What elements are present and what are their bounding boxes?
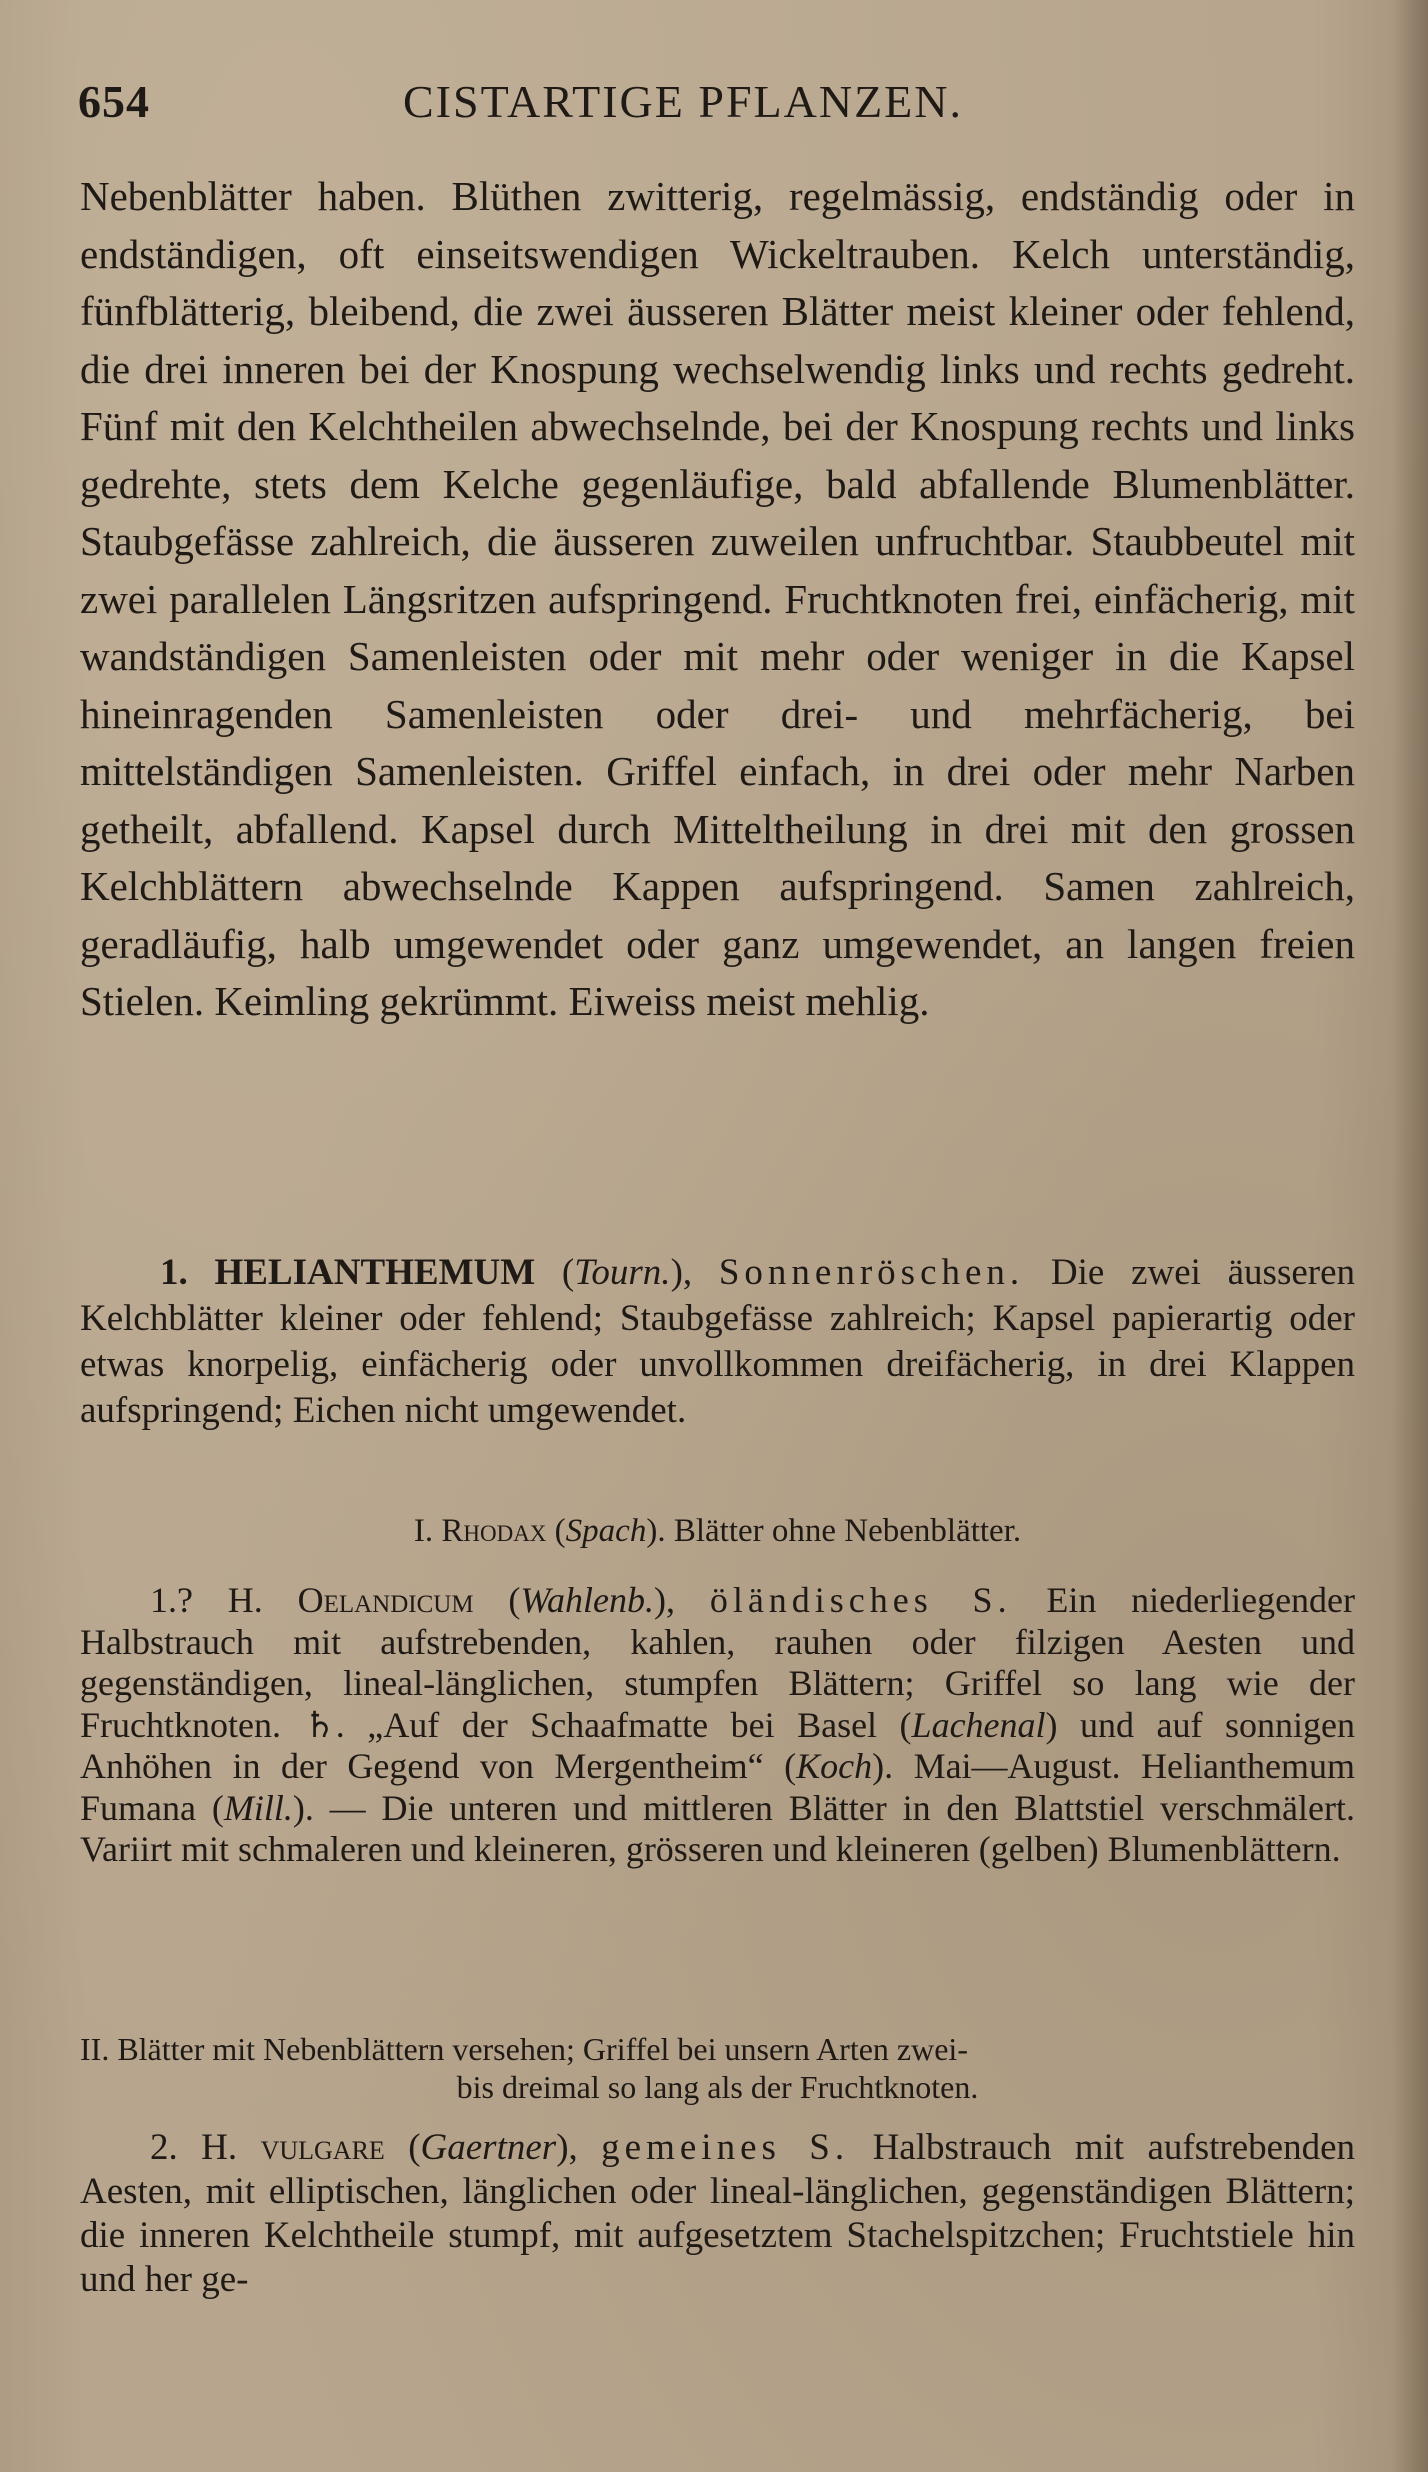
genus-entry: 1. HELIANTHEMUM (Tourn.), Sonnenröschen. Die zwei äusseren Kelchblätter kleiner oder fehlend; Staubgefässe zahlreich; Kapsel papierartig oder etwas knorpelig, einfächerig oder unvollkommen dreifächerig, in drei Klappen aufspringend; Eichen nicht umgewendet. <box>80 1252 1356 1431</box>
page-header <box>78 75 1358 135</box>
species-text: Halbstrauch mit aufstrebenden Aesten, mit elliptischen, länglichen oder lineal-länglichen, gegenständigen Blättern; die inneren Kelchtheile stumpf, mit aufgesetztem Stachelspitzchen; Fruchtstiele hin und her ge- <box>80 2127 1356 2300</box>
species-entry-vulgare: 2. H. vulgare (Gaertner), gemeines S. Halbstrauch mit aufstrebenden Aesten, mit elliptischen, länglichen oder lineal-länglichen, gegenständigen Blättern; die inneren Kelchtheile stumpf, mit aufgesetztem Stachelspitzchen; Fruchtstiele hin und her ge- <box>80 2127 1356 2300</box>
running-title: CISTARTIGE PFLANZEN. <box>403 76 963 127</box>
species-text-a: Ein niederliegender Halbstrauch mit aufstrebenden, kahlen, rauhen oder filzigen Aesten und gegenständigen, lineal-länglichen, stumpfen Blättern; Griffel so lang wie der Fruchtknoten. ♄. „Auf der Schaafmatte bei Basel ( <box>80 1580 1356 1745</box>
species-genus-abbr: H. <box>201 2127 238 2168</box>
section-numeral: II. <box>80 2031 110 2067</box>
genus-common-name: Sonnenröschen. <box>718 1252 1025 1293</box>
species-entry-oelandicum: 1.? H. Oelandicum (Wahlenb.), öländisches S. Ein niederliegender Halbstrauch mit aufstrebenden, kahlen, rauhen oder filzigen Aesten und gegenständigen, lineal-länglichen, stumpfen Blättern; Griffel so lang wie der Fruchtknoten. ♄. „Auf der Schaafmatte bei Basel (Lachenal) und auf sonnigen Anhöhen in der Gegend von Mergentheim“ (Koch). Mai—August. Helianthemum Fumana (Mill.). — Die unteren und mittleren Blätter in den Blattstiel verschmälert. Variirt mit schmaleren und kleineren, grösseren und kleineren (gelben) Blumenblättern. <box>80 1580 1356 1869</box>
page-edge-shadow <box>1392 0 1428 2472</box>
species-authority: Wahlenb. <box>520 1580 655 1620</box>
citation-koch: Koch <box>796 1746 873 1786</box>
species-name: Oelandicum <box>297 1580 474 1620</box>
species-name: vulgare <box>260 2127 385 2168</box>
species-text-d: ). — Die unteren und mittleren Blätter in den Blattstiel verschmälert. Variirt mit schmaleren und kleineren, grösseren und kleineren (gelben) Blumenblättern. <box>80 1787 1356 1869</box>
species-text-c: ). Mai—August. Helianthemum Fumana ( <box>80 1746 1356 1828</box>
species-number: 1.? <box>150 1580 193 1620</box>
species-genus-abbr: H. <box>227 1580 263 1620</box>
section-line-2: bis dreimal so lang als der Fruchtknoten. <box>456 2069 979 2105</box>
section-description: Blätter ohne Nebenblätter. <box>673 1513 1022 1549</box>
section-name: Rhodax <box>441 1513 547 1549</box>
species-authority: Gaertner <box>420 2127 557 2168</box>
family-description: Nebenblätter haben. Blüthen zwitterig, regelmässig, endständig oder in endständigen, oft einseitswendigen Wickeltrauben. Kelch unterständig, fünfblätterig, bleibend, die zwei äusseren Blätter meist kleiner oder fehlend, die drei inneren bei der Knospung wechselwendig links und rechts gedreht. Fünf mit den Kelchtheilen abwechselnde, bei der Knospung rechts und links gedrehte, stets dem Kelche gegenläufige, bald abfallende Blumenblätter. Staubgefässe zahlreich, die äusseren zuweilen unfruchtbar. Staubbeutel mit zwei parallelen Längsritzen aufspringend. Fruchtknoten frei, einfächerig, mit wandständigen Samenleisten oder mit mehr oder weniger in die Kapsel hineinragenden Samenleisten oder drei- und mehrfächerig, bei mittelständigen Samenleisten. Griffel einfach, in drei oder mehr Narben getheilt, abfallend. Kapsel durch Mitteltheilung in drei mit den grossen Kelchblättern abwechselnde Kappen aufspringend. Samen zahlreich, geradläufig, halb umgewendet oder ganz umgewendet, an langen freien Stielen. Keimling gekrümmt. Eiweiss meist mehlig. <box>80 173 1355 1024</box>
genus-description: Die zwei äusseren Kelchblätter kleiner oder fehlend; Staubgefässe zahlreich; Kapsel papierartig oder etwas knorpelig, einfächerig oder unvollkommen dreifächerig, in drei Klappen aufspringend; Eichen nicht umgewendet. <box>80 1252 1356 1431</box>
citation-mill: Mill. <box>223 1787 293 1828</box>
section-numeral: I. <box>413 1513 434 1549</box>
section-line-1: Blätter mit Nebenblättern versehen; Griffel bei unsern Arten zwei- <box>117 2031 968 2067</box>
species-number: 2. <box>150 2127 178 2168</box>
species-text-b: ) und auf sonnigen Anhöhen in der Gegend von Mergentheim“ ( <box>80 1704 1355 1786</box>
page-number: 654 <box>78 76 150 127</box>
section-heading-rhodax: I. Rhodax (Spach). Blätter ohne Nebenblätter. <box>413 1513 1022 1549</box>
genus-number: 1. <box>160 1252 188 1293</box>
species-common-name: öländisches S. <box>709 1580 1012 1620</box>
section-heading-ii <box>80 2030 1355 2106</box>
genus-authority: Tourn. <box>574 1252 671 1293</box>
citation-lachenal: Lachenal <box>911 1704 1046 1745</box>
genus-name: HELIANTHEMUM <box>214 1252 536 1293</box>
species-common-name: gemeines S. <box>601 2127 850 2168</box>
section-authority: Spach <box>565 1513 647 1549</box>
